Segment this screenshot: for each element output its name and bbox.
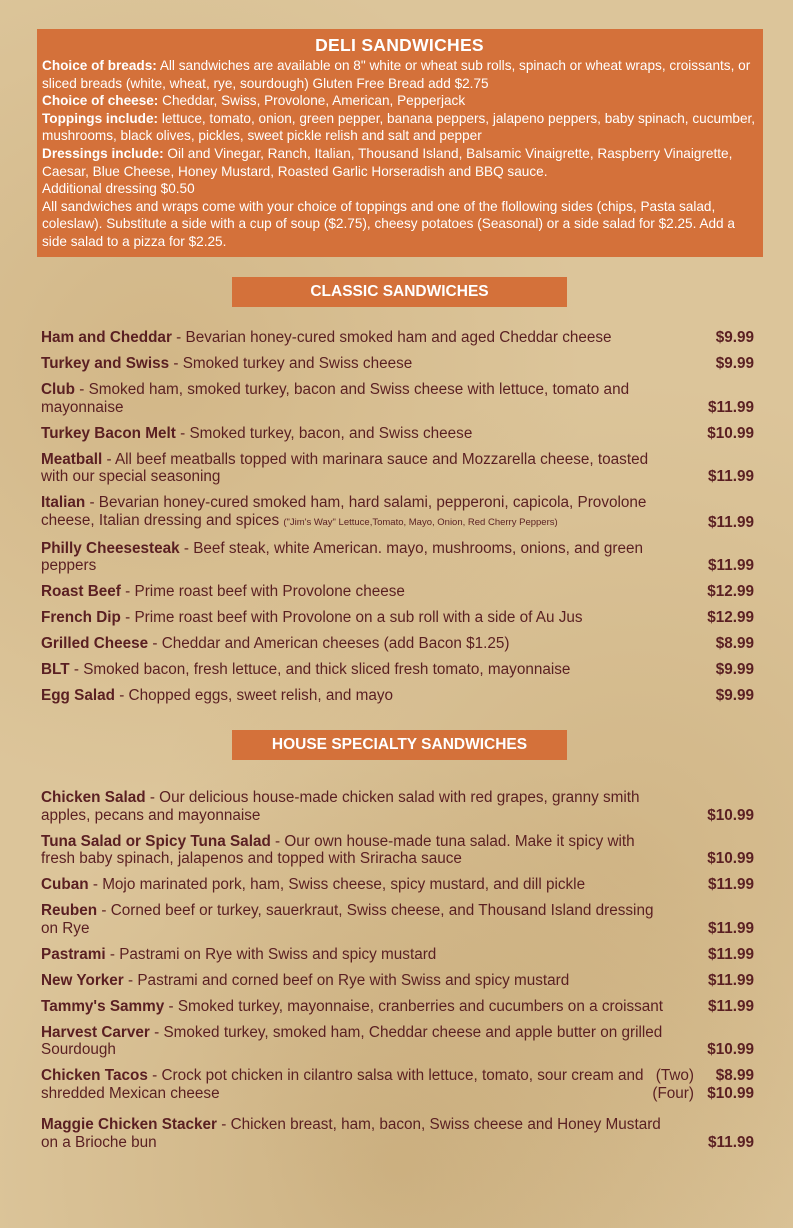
menu-item [41,998,754,1016]
menu-item-name: Roast Beef [41,583,121,600]
dressings-text: Oil and Vinegar, Ranch, Italian, Thousand Island, Balsamic Vinaigrette, Raspberry Vinaigrette, Caesar, Blue Cheese, Honey Mustard, Roasted Garlic Horseradish and BBQ sauce. [42,145,733,179]
menu-item-description: - Bevarian honey-cured smoked ham and aged Cheddar cheese [171,329,612,346]
menu-item-description: - Smoked turkey, bacon, and Swiss cheese [175,424,473,442]
menu-item-price: $10.99 [707,1041,754,1058]
menu-item [41,540,754,575]
menu-item-price: $10.99 [707,424,754,442]
menu-item-price: $12.99 [707,609,754,626]
menu-item-description: - Mojo marinated pork, ham, Swiss cheese, spicy mustard, and dill pickle [88,876,586,893]
menu-item [41,1024,754,1059]
menu-item-description: - Cheddar and American cheeses (add Bacon $1.25) [148,635,510,652]
menu-item-text [41,355,754,373]
menu-item [41,661,754,679]
menu-item [41,635,754,653]
menu-item-price: $11.99 [708,1133,754,1151]
menu-item-price: $12.99 [707,583,754,600]
menu-item-name: BLT [41,661,70,678]
menu-item-name: Tuna Salad or Spicy Tuna Salad [41,832,271,850]
menu-item-description: - Beef steak, white American. mayo, mushrooms, onions, and green peppers [41,539,643,574]
menu-item [41,833,754,868]
menu-item-description: - Smoked ham, smoked turkey, bacon and Swiss cheese with lettuce, tomato and mayonnaise [41,381,630,416]
menu-item-price: $11.99 [708,971,754,989]
menu-item-text [41,1024,754,1059]
menu-item-description: - Pastrami on Rye with Swiss and spicy mustard [105,945,437,963]
menu-item-price: $11.99 [708,919,754,937]
menu-item-name: Turkey Bacon Melt [41,424,176,442]
menu-item-name: Reuben [41,902,98,919]
menu-item-text [41,583,754,601]
dressings-label: Dressings include: [42,145,164,161]
menu-item-price: $11.99 [708,557,754,574]
menu-item-description: - Our own house-made tuna salad. Make it spicy with fresh baby spinach, jalapenos and topped with Sriracha sauce [41,832,635,867]
menu-item [41,355,754,373]
house-specialty-heading: HOUSE SPECIALTY SANDWICHES [232,730,567,760]
menu-item-price: $8.99 [715,635,754,652]
menu-item-price: $11.99 [708,997,754,1015]
toppings-text: lettuce, tomato, onion, green pepper, banana peppers, jalapeno peppers, baby spinach, cucumber, mushrooms, black olives, pickles, sweet pickle relish and salt and pepper [42,110,756,144]
menu-item-text [41,902,754,937]
menu-item-description: - Chopped eggs, sweet relish, and mayo [114,687,394,704]
menu-item-description: - Bevarian honey-cured smoked ham, hard salami, pepperoni, capicola, Provolone cheese, Italian dressing and spices [41,494,647,529]
menu-item-price-options [652,1067,754,1102]
menu-item [41,789,754,824]
menu-item [41,425,754,443]
menu-item-text [41,329,754,347]
menu-item-text [41,876,754,894]
menu-item-description: - Smoked turkey, mayonnaise, cranberries and cucumbers on a croissant [164,997,664,1015]
menu-item-text [41,609,754,627]
menu-item [41,494,754,531]
menu-item-text [41,1067,754,1102]
menu-item [41,902,754,937]
menu-item-name: Ham and Cheddar [41,329,172,346]
menu-item-price: $9.99 [715,687,754,704]
menu-item-text [41,972,754,990]
menu-item-name: Egg Salad [41,687,115,704]
breads-label: Choice of breads: [42,58,157,73]
menu-item-note: ("Jim's Way" Lettuce,Tomato, Mayo, Onion, Red Cherry Peppers) [283,516,558,528]
menu-item-description: - Our delicious house-made chicken salad with red grapes, granny smith apples, pecans and mayonnaise [41,789,640,824]
menu-item-name: Chicken Salad [41,789,146,806]
price-option-quantity: (Four) [652,1084,694,1102]
menu-item-description: - Prime roast beef with Provolone cheese [120,583,405,600]
menu-item-text [41,540,754,575]
toppings-label: Toppings include: [42,110,159,126]
menu-item [41,381,754,416]
menu-item-description: - Smoked turkey and Swiss cheese [169,355,413,372]
menu-item-description: - Prime roast beef with Provolone on a sub roll with a side of Au Jus [120,609,583,626]
price-option-amount: $10.99 [707,1084,754,1102]
menu-item-text [41,1116,754,1151]
menu-item-price: $11.99 [708,513,754,531]
menu-item-name: Turkey and Swiss [41,355,170,372]
menu-item [41,609,754,627]
menu-item-name: Tammy's Sammy [41,997,165,1015]
menu-item-name: Harvest Carver [41,1023,150,1041]
menu-item-description: - Pastrami and corned beef on Rye with Swiss and spicy mustard [123,971,570,989]
menu-item [41,329,754,347]
cheese-text: Cheddar, Swiss, Provolone, American, Pepperjack [158,93,466,109]
sides-info: All sandwiches and wraps come with your choice of toppings and one of the flollowing sides (chips, Pasta salad, coleslaw). Substitute a side with a cup of soup ($2.75), cheesy potatoes (Seasonal) or a side salad for $2.25. Add a side salad to a pizza for $2.25. [42,198,735,249]
classic-sandwiches-list [41,329,754,713]
menu-item-name: Philly Cheesesteak [41,539,180,557]
menu-item-description: - Corned beef or turkey, sauerkraut, Swiss cheese, and Thousand Island dressing on Rye [41,902,654,937]
menu-item-price: $10.99 [707,806,754,824]
menu-item-name: French Dip [41,609,121,626]
price-option [652,1085,754,1103]
deli-title: DELI SANDWICHES [315,35,484,55]
menu-item-text [41,661,754,679]
menu-item-name: Grilled Cheese [41,635,149,652]
cheese-info [42,92,757,110]
menu-item-text [41,946,754,964]
menu-item [41,451,754,486]
classic-sandwiches-heading: CLASSIC SANDWICHES [232,277,567,307]
menu-item-description: - Smoked turkey, smoked ham, Cheddar cheese and apple butter on grilled Sourdough [41,1023,663,1058]
cheese-label: Choice of cheese: [42,93,159,109]
menu-item-price: $9.99 [715,355,754,372]
menu-item [41,1067,754,1102]
toppings-info [42,110,757,145]
menu-item-price: $11.99 [708,876,754,893]
menu-item-text [41,494,754,531]
menu-item-text [41,687,754,705]
menu-item-price: $9.99 [715,329,754,346]
menu-item-name: Pastrami [41,945,106,963]
menu-item [41,972,754,990]
menu-item-price: $11.99 [708,468,754,485]
menu-item [41,687,754,705]
menu-item-name: Chicken Tacos [41,1067,148,1084]
menu-item-name: Club [41,381,75,398]
price-option-amount: $8.99 [715,1067,754,1084]
menu-item [41,946,754,964]
menu-item-text [41,789,754,824]
menu-item-name: Maggie Chicken Stacker [41,1116,217,1133]
menu-item-text [41,998,754,1016]
menu-item-description: - Chicken breast, ham, bacon, Swiss cheese and Honey Mustard on a Brioche bun [41,1116,661,1151]
menu-item-name: Cuban [41,876,89,893]
menu-item-description: - All beef meatballs topped with marinara sauce and Mozzarella cheese, toasted with our special seasoning [41,450,649,485]
menu-item [41,583,754,601]
menu-item-name: New Yorker [41,971,124,989]
menu-item-text [41,381,754,416]
dressings-info [42,145,757,180]
additional-dressing: Additional dressing $0.50 [42,181,195,197]
menu-item-text [41,425,754,443]
menu-item-text [41,833,754,868]
menu-item-price: $10.99 [707,850,754,867]
menu-item-text [41,451,754,486]
menu-item-price: $9.99 [715,661,754,678]
breads-info [42,57,757,92]
menu-item-description: - Smoked bacon, fresh lettuce, and thick sliced fresh tomato, mayonnaise [69,661,571,678]
menu-item [41,1116,754,1151]
deli-sandwiches-box [37,29,763,257]
breads-text: All sandwiches are available on 8" white or wheat sub rolls, spinach or wheat wraps, croissants, or sliced breads (white, wheat, rye, sourdough) Gluten Free Bread add $2.75 [42,58,751,91]
house-specialty-list [41,789,754,1160]
menu-item-price: $11.99 [708,945,754,963]
menu-item-text [41,635,754,653]
menu-item [41,876,754,894]
price-option-quantity: (Two) [655,1067,694,1084]
menu-item-name: Meatball [41,450,103,468]
menu-item-description: - Crock pot chicken in cilantro salsa with lettuce, tomato, sour cream and shredded Mexican cheese [41,1067,644,1102]
menu-item-price: $11.99 [708,398,754,416]
price-option [652,1067,754,1085]
menu-item-name: Italian [41,494,86,511]
